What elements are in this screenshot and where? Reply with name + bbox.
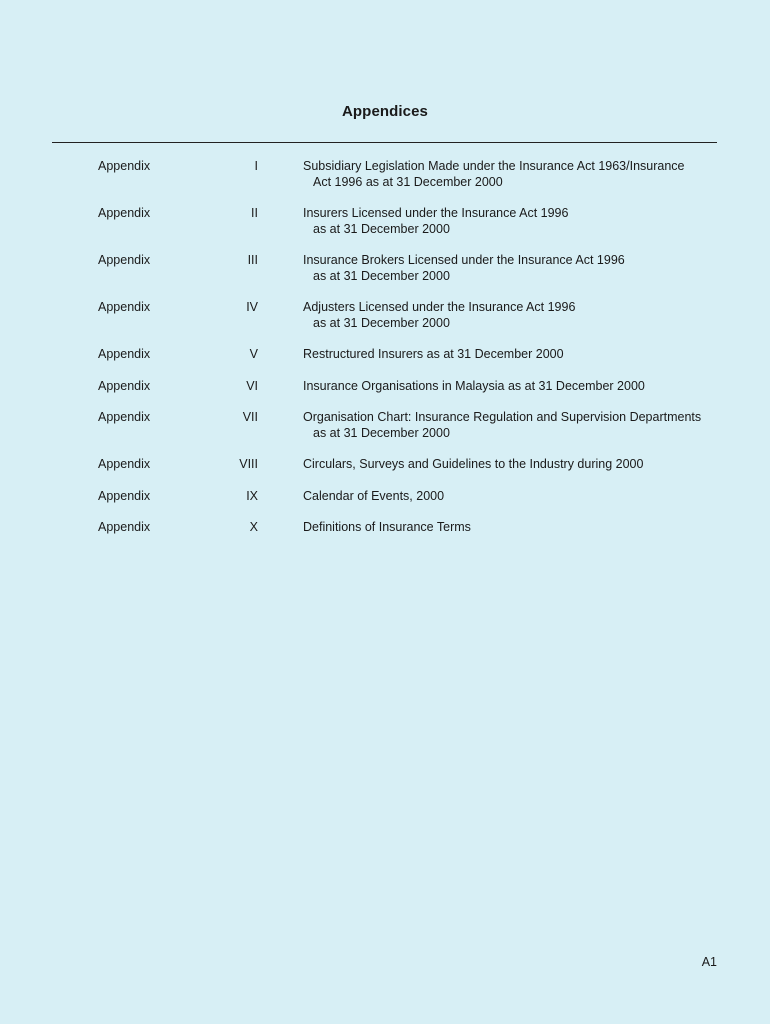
page-title: Appendices bbox=[341, 103, 429, 120]
appendix-title-line1: Insurance Organisations in Malaysia as at 31 December 2000 bbox=[303, 378, 645, 393]
appendix-row-i bbox=[0, 158, 770, 205]
appendix-label: Appendix bbox=[98, 488, 151, 503]
appendix-label: Appendix bbox=[98, 410, 151, 424]
appendix-title-line1: Insurers Licensed under the Insurance Act 1996 bbox=[303, 206, 569, 220]
appendix-label: Appendix bbox=[98, 206, 151, 220]
appendix-row-ix bbox=[0, 488, 770, 520]
appendix-label: Appendix bbox=[98, 347, 151, 361]
appendix-row-iv bbox=[0, 299, 770, 346]
appendix-list bbox=[0, 158, 770, 551]
appendix-title-line1: Calendar of Events, 2000 bbox=[303, 488, 445, 503]
appendix-title bbox=[303, 346, 743, 378]
appendix-label: Appendix bbox=[98, 378, 151, 393]
appendix-label: Appendix bbox=[98, 159, 151, 173]
appendix-label: Appendix bbox=[98, 457, 151, 471]
appendix-title bbox=[303, 299, 743, 346]
appendix-row-vii bbox=[0, 409, 770, 456]
appendix-numeral: VI bbox=[246, 378, 258, 393]
appendix-numeral: IV bbox=[246, 300, 258, 314]
appendix-row-v bbox=[0, 346, 770, 378]
appendix-title-line2: as at 31 December 2000 bbox=[313, 222, 450, 236]
appendix-title-line1: Insurance Brokers Licensed under the Insurance Act 1996 bbox=[303, 253, 625, 267]
appendix-title-line2: as at 31 December 2000 bbox=[313, 316, 450, 330]
appendix-row-vi bbox=[0, 378, 770, 410]
appendix-numeral: V bbox=[249, 347, 258, 361]
appendix-title-line1: Adjusters Licensed under the Insurance Act 1996 bbox=[303, 300, 576, 314]
appendix-title bbox=[303, 158, 743, 205]
page-number: A1 bbox=[701, 955, 717, 969]
appendix-title-line1: Subsidiary Legislation Made under the Insurance Act 1963/Insurance bbox=[303, 159, 685, 173]
appendix-row-x bbox=[0, 519, 770, 551]
appendix-label: Appendix bbox=[98, 300, 151, 314]
appendix-title bbox=[303, 378, 743, 410]
appendix-title bbox=[303, 205, 743, 252]
appendix-title-line2: Act 1996 as at 31 December 2000 bbox=[313, 175, 503, 189]
appendix-label: Appendix bbox=[98, 520, 151, 534]
title-divider bbox=[52, 142, 717, 143]
appendix-title-line1: Definitions of Insurance Terms bbox=[303, 520, 471, 534]
appendix-title-line2: as at 31 December 2000 bbox=[313, 426, 450, 440]
appendix-title-line2: as at 31 December 2000 bbox=[313, 269, 450, 283]
appendix-label: Appendix bbox=[98, 253, 151, 267]
appendix-numeral: X bbox=[249, 520, 258, 534]
appendix-numeral: I bbox=[254, 159, 258, 173]
appendix-title-line1: Organisation Chart: Insurance Regulation and Supervision Departments bbox=[303, 410, 702, 424]
appendix-row-ii bbox=[0, 205, 770, 252]
appendix-row-viii bbox=[0, 456, 770, 488]
appendix-numeral: II bbox=[251, 206, 258, 220]
appendix-row-iii bbox=[0, 252, 770, 299]
appendix-title-line1: Restructured Insurers as at 31 December 2000 bbox=[303, 347, 564, 361]
appendix-numeral: VIII bbox=[239, 457, 258, 471]
appendix-numeral: VII bbox=[242, 410, 258, 424]
appendix-title bbox=[303, 488, 743, 520]
appendix-title bbox=[303, 519, 743, 551]
appendix-numeral: III bbox=[247, 253, 258, 267]
appendix-title bbox=[303, 252, 743, 299]
appendix-title-line1: Circulars, Surveys and Guidelines to the Industry during 2000 bbox=[303, 457, 644, 471]
appendix-numeral: IX bbox=[246, 488, 258, 503]
appendix-title bbox=[303, 456, 743, 488]
appendix-title bbox=[303, 409, 743, 456]
